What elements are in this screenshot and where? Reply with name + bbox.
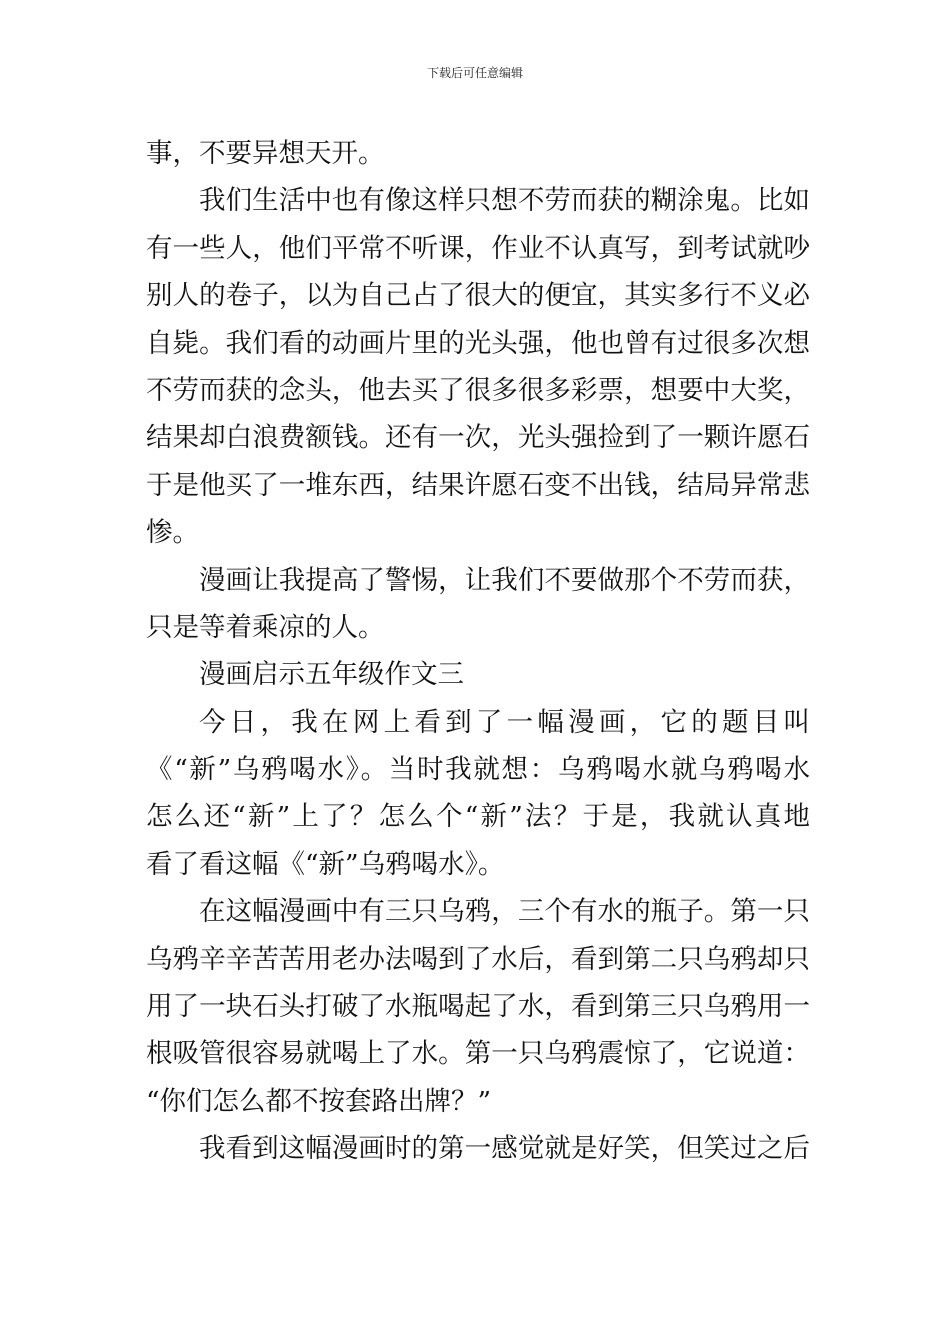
text-line-3: 有一些人，他们平常不听课，作业不认真写，到考试就吵 xyxy=(146,232,810,264)
text-line-2: 我们生活中也有像这样只想不劳而获的糊涂鬼。比如 xyxy=(199,185,810,217)
text-line-4: 别人的卷子，以为自己占了很大的便宜，其实多行不义必 xyxy=(146,280,810,312)
text-line-6: 不劳而获的念头，他去买了很多很多彩票，想要中大奖， xyxy=(146,374,810,406)
page-header-note: 下载后可任意编辑 xyxy=(426,66,523,80)
text-line-9: 惨。 xyxy=(146,517,199,549)
text-line-1: 事，不要异想天开。 xyxy=(146,138,385,169)
text-line-21: “你们怎么都不按套路出牌？” xyxy=(146,1085,492,1117)
text-line-8: 于是他买了一堆东西，结果许愿石变不出钱，结局异常悲 xyxy=(146,469,810,501)
text-line-20: 根吸管很容易就喝上了水。第一只乌鸦震惊了，它说道： xyxy=(146,1038,810,1070)
section-heading: 漫画启示五年级作文三 xyxy=(199,659,464,691)
text-line-7: 结果却白浪费额钱。还有一次，光头强捡到了一颗许愿石 xyxy=(146,422,810,454)
text-line-19: 用了一块石头打破了水瓶喝起了水，看到第三只乌鸦用一 xyxy=(146,991,810,1023)
text-line-13: 今日，我在网上看到了一幅漫画，它的题目叫 xyxy=(199,706,810,738)
text-line-18: 乌鸦辛辛苦苦用老办法喝到了水后，看到第二只乌鸦却只 xyxy=(146,943,810,975)
text-line-22: 我看到这幅漫画时的第一感觉就是好笑，但笑过之后 xyxy=(199,1133,810,1165)
text-line-10: 漫画让我提高了警惕，让我们不要做那个不劳而获， xyxy=(199,564,810,596)
text-line-16: 看了看这幅《“新”乌鸦喝水》。 xyxy=(146,848,505,880)
text-line-14: 《“新”乌鸦喝水》。当时我就想：乌鸦喝水就乌鸦喝水 xyxy=(146,754,810,786)
text-line-11: 只是等着乘凉的人。 xyxy=(146,611,385,643)
text-line-17: 在这幅漫画中有三只乌鸦，三个有水的瓶子。第一只 xyxy=(199,896,810,928)
document-body xyxy=(146,130,810,1173)
text-line-5: 自毙。我们看的动画片里的光头强，他也曾有过很多次想 xyxy=(146,327,810,359)
text-line-15: 怎么还“新”上了？怎么个“新”法？于是，我就认真地 xyxy=(146,801,810,833)
